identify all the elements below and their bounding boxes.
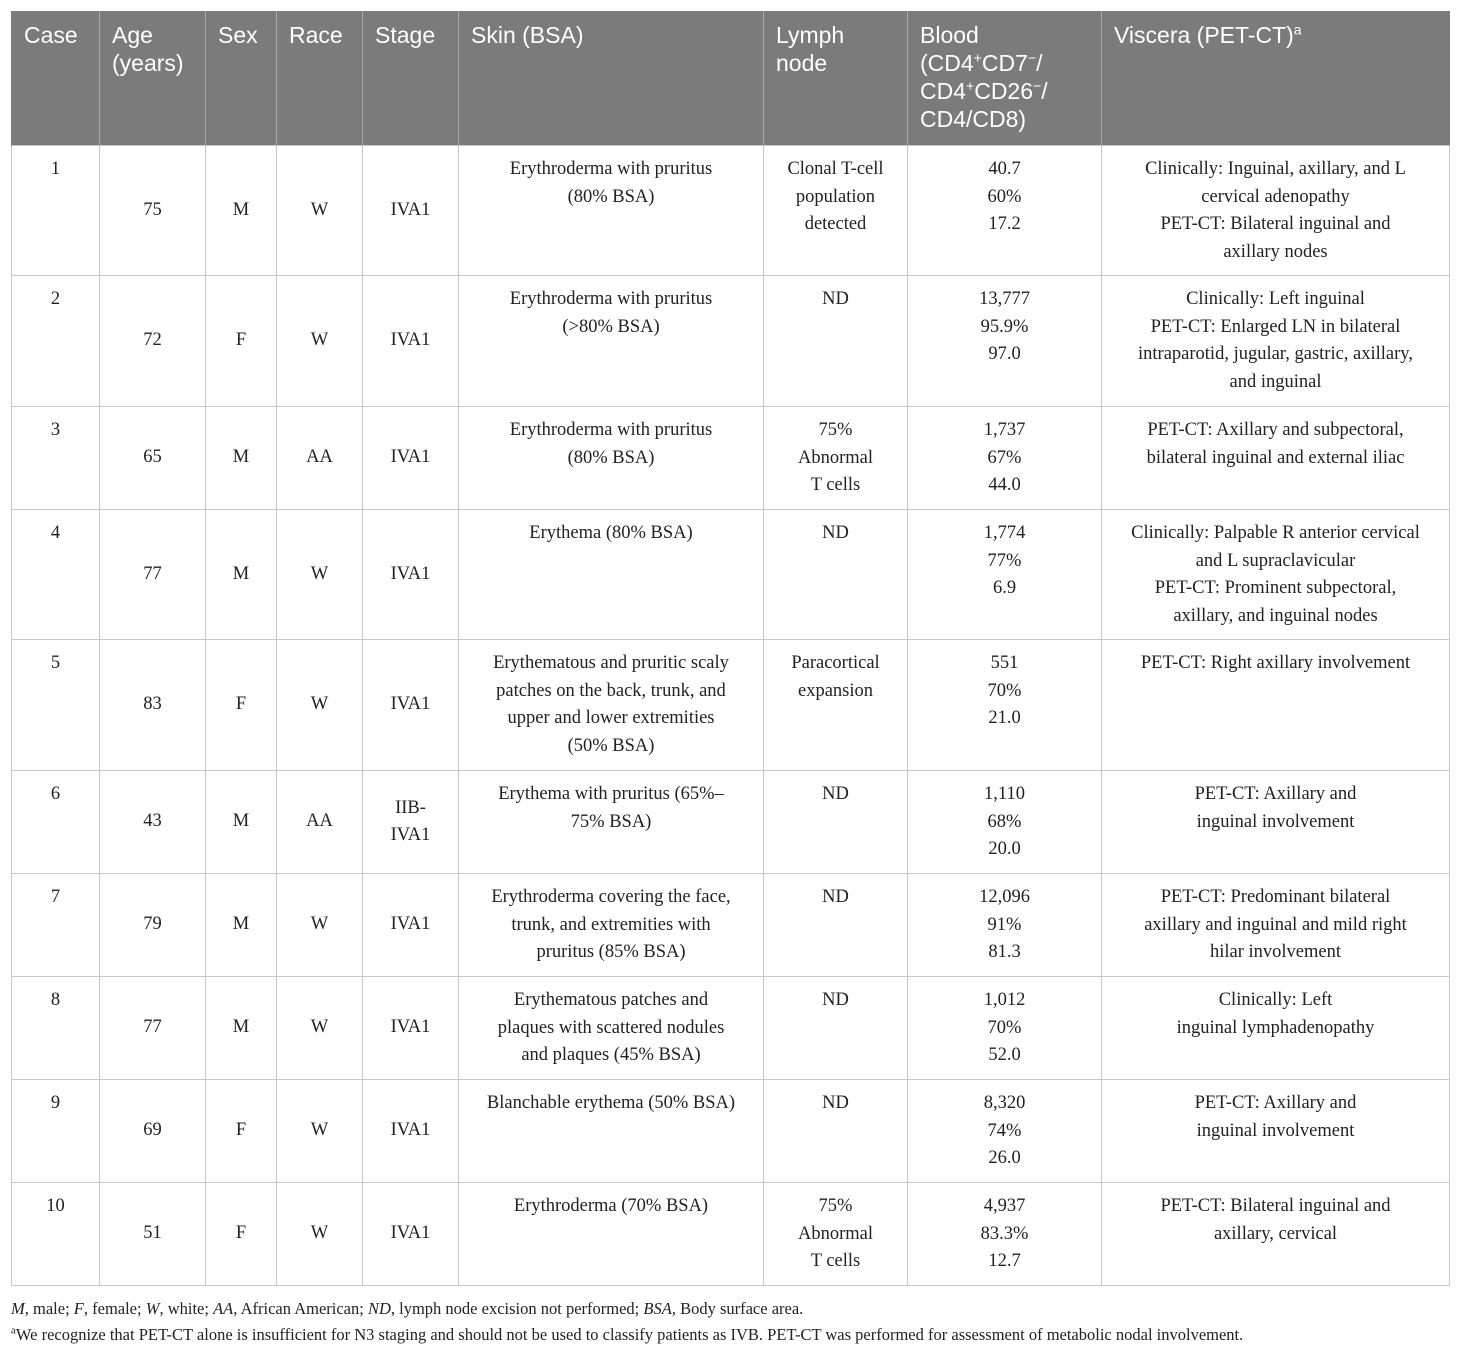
abbrev-term: W — [145, 1299, 160, 1318]
cell-line: plaques with scattered nodules — [497, 1017, 725, 1038]
cell-line: IVA1 — [390, 199, 431, 220]
cell-skin — [459, 977, 764, 1080]
table-row — [12, 510, 1450, 640]
header-blood-line3: CD4+CD26−/ — [920, 77, 1048, 104]
cell-viscera — [1102, 407, 1450, 510]
header-age-line2: (years) — [112, 50, 184, 76]
cell-line: 52.0 — [988, 1045, 1021, 1065]
cell-skin — [459, 276, 764, 407]
cell-case: 9 — [12, 1080, 100, 1183]
table-row — [12, 874, 1450, 977]
cell-line: inguinal lymphadenopathy — [1176, 1017, 1375, 1038]
cell-line: detected — [804, 214, 867, 234]
table-row — [12, 276, 1450, 407]
cell-viscera — [1102, 640, 1450, 771]
cell-line: Erythematous and pruritic scaly — [493, 653, 729, 673]
cell-line: ND — [822, 1093, 849, 1113]
cell-sex: M — [206, 771, 277, 874]
abbreviation-footnote — [11, 1296, 1451, 1322]
cell-line: 81.3 — [988, 942, 1021, 962]
cell-line: inguinal involvement — [1196, 1120, 1355, 1141]
header-lymph-line1: Lymph — [776, 22, 845, 48]
cell-skin — [459, 771, 764, 874]
cell-line: expansion — [797, 680, 873, 701]
cell-line: 44.0 — [988, 475, 1021, 495]
cell-line: (80% BSA) — [567, 447, 655, 468]
cell-stage — [363, 771, 459, 874]
cell-skin — [459, 1080, 764, 1183]
cell-blood — [908, 640, 1102, 771]
cell-viscera — [1102, 1080, 1450, 1183]
table-row — [12, 977, 1450, 1080]
cell-line: 1,774 — [983, 523, 1026, 543]
cell-lymph-node — [764, 1183, 908, 1286]
header-race: Race — [277, 11, 363, 146]
cell-age: 51 — [100, 1183, 206, 1286]
cell-line: 17.2 — [988, 214, 1021, 234]
table-note — [11, 1322, 1451, 1348]
cell-skin — [459, 1183, 764, 1286]
cell-line: Clinically: Palpable R anterior cervical — [1131, 523, 1420, 543]
cell-line: 40.7 — [988, 159, 1021, 179]
cell-line: IVA1 — [390, 825, 431, 845]
table-body — [12, 146, 1450, 1286]
cell-skin — [459, 510, 764, 640]
cell-stage — [363, 874, 459, 977]
cell-line: and L supraclavicular — [1195, 550, 1356, 571]
cell-line: ND — [822, 289, 849, 309]
cell-race: W — [277, 1080, 363, 1183]
table-note-marker: a — [11, 1324, 16, 1337]
cell-line: pruritus (85% BSA) — [536, 942, 686, 962]
cell-viscera — [1102, 510, 1450, 640]
cell-age: 72 — [100, 276, 206, 407]
cell-line: Blanchable erythema (50% BSA) — [486, 1093, 736, 1113]
cell-line: hilar involvement — [1209, 942, 1341, 962]
cell-line: IVA1 — [390, 1017, 431, 1038]
table-row — [12, 1183, 1450, 1286]
cell-viscera — [1102, 771, 1450, 874]
cell-line: IVA1 — [390, 1223, 431, 1244]
cell-lymph-node — [764, 1080, 908, 1183]
header-skin: Skin (BSA) — [459, 11, 764, 146]
cell-line: Clinically: Left inguinal — [1186, 289, 1365, 309]
cell-case: 2 — [12, 276, 100, 407]
cell-race: W — [277, 276, 363, 407]
cell-line: (80% BSA) — [567, 186, 655, 207]
cell-race: W — [277, 640, 363, 771]
cell-line: axillary, cervical — [1213, 1223, 1338, 1244]
cell-blood — [908, 771, 1102, 874]
cell-line: trunk, and extremities with — [511, 914, 711, 935]
table-container — [11, 11, 1449, 1286]
cell-race: W — [277, 1183, 363, 1286]
cell-line: PET-CT: Axillary and — [1194, 784, 1357, 804]
cell-sex: F — [206, 640, 277, 771]
cell-line: bilateral inguinal and external iliac — [1146, 447, 1405, 468]
cell-viscera — [1102, 146, 1450, 276]
cell-line: ND — [822, 887, 849, 907]
cell-lymph-node — [764, 977, 908, 1080]
cell-line: 1,110 — [984, 784, 1025, 804]
cell-line: 75% BSA) — [570, 811, 652, 832]
cell-line: IVA1 — [390, 447, 431, 468]
cell-stage — [363, 1080, 459, 1183]
cell-line: PET-CT: Enlarged LN in bilateral — [1150, 316, 1401, 337]
table-row — [12, 771, 1450, 874]
cell-race: AA — [277, 771, 363, 874]
cell-stage — [363, 407, 459, 510]
abbrev-term: M — [11, 1299, 25, 1318]
cell-sex: F — [206, 1080, 277, 1183]
cell-line: 74% — [987, 1120, 1022, 1141]
abbrev-term: BSA — [643, 1299, 672, 1318]
cell-blood — [908, 510, 1102, 640]
table-row — [12, 1080, 1450, 1183]
cell-line: 67% — [987, 447, 1022, 468]
header-case: Case — [12, 11, 100, 146]
cell-line: cervical adenopathy — [1201, 186, 1350, 207]
cell-line: PET-CT: Predominant bilateral — [1160, 887, 1391, 907]
patient-characteristics-table — [11, 11, 1450, 1286]
cell-skin — [459, 407, 764, 510]
header-age-line1: Age — [112, 22, 153, 48]
cell-case: 1 — [12, 146, 100, 276]
cell-stage — [363, 510, 459, 640]
cell-line: PET-CT: Axillary and subpectoral, — [1147, 420, 1404, 440]
cell-line: ND — [822, 784, 849, 804]
abbrev-term: ND — [367, 1299, 391, 1318]
cell-line: 4,937 — [983, 1196, 1026, 1216]
cell-case: 8 — [12, 977, 100, 1080]
cell-line: ND — [822, 990, 849, 1010]
table-note-text: We recognize that PET-CT alone is insufficient for N3 staging and should not be used to classify patients as IVB. PET-CT was performed for assessment of metabolic nodal involvement. — [15, 1325, 1244, 1344]
cell-race: W — [277, 146, 363, 276]
header-sex: Sex — [206, 11, 277, 146]
cell-case: 6 — [12, 771, 100, 874]
table-row — [12, 407, 1450, 510]
cell-age: 75 — [100, 146, 206, 276]
cell-line: 551 — [990, 653, 1019, 673]
cell-line: Erythema with pruritus (65%– — [498, 784, 724, 804]
cell-line: 70% — [987, 1017, 1022, 1038]
cell-sex: M — [206, 977, 277, 1080]
cell-line: Clonal T-cell — [787, 159, 884, 179]
cell-line: 97.0 — [988, 344, 1021, 364]
cell-line: IVA1 — [390, 563, 431, 584]
cell-age: 77 — [100, 510, 206, 640]
cell-line: Erythroderma with pruritus — [509, 420, 713, 440]
cell-skin — [459, 874, 764, 977]
cell-blood — [908, 146, 1102, 276]
abbrev-definition: , lymph node excision not performed; — [390, 1299, 644, 1318]
cell-line: 1,737 — [983, 420, 1026, 440]
cell-line: Erythroderma covering the face, — [491, 887, 731, 907]
cell-blood — [908, 276, 1102, 407]
cell-viscera — [1102, 1183, 1450, 1286]
cell-blood — [908, 1080, 1102, 1183]
cell-line: (50% BSA) — [567, 735, 655, 756]
footnotes — [11, 1296, 1451, 1348]
cell-line: (>80% BSA) — [562, 316, 660, 337]
cell-lymph-node — [764, 407, 908, 510]
cell-line: inguinal involvement — [1196, 811, 1355, 832]
cell-viscera — [1102, 977, 1450, 1080]
cell-line: 60% — [987, 186, 1022, 207]
cell-age: 69 — [100, 1080, 206, 1183]
cell-lymph-node — [764, 771, 908, 874]
cell-lymph-node — [764, 510, 908, 640]
header-stage: Stage — [363, 11, 459, 146]
cell-line: T cells — [810, 475, 861, 495]
cell-stage — [363, 276, 459, 407]
cell-line: 91% — [987, 914, 1022, 935]
cell-race: W — [277, 874, 363, 977]
cell-stage — [363, 1183, 459, 1286]
cell-lymph-node — [764, 874, 908, 977]
header-blood-line4: CD4/CD8) — [920, 106, 1027, 132]
cell-line: 12,096 — [979, 887, 1030, 907]
cell-line: upper and lower extremities — [507, 708, 715, 728]
cell-sex: M — [206, 510, 277, 640]
abbrev-definition: , male; — [24, 1299, 74, 1318]
header-age — [100, 11, 206, 146]
header-blood-line2: (CD4+CD7−/ — [920, 49, 1043, 76]
abbrev-definition: , African American; — [233, 1299, 368, 1318]
cell-line: IVA1 — [390, 694, 431, 715]
cell-skin — [459, 640, 764, 771]
cell-line: population — [795, 186, 876, 207]
cell-blood — [908, 977, 1102, 1080]
cell-line: 95.9% — [980, 316, 1029, 337]
cell-case: 7 — [12, 874, 100, 977]
cell-stage — [363, 977, 459, 1080]
cell-blood — [908, 407, 1102, 510]
cell-blood — [908, 1183, 1102, 1286]
cell-line: patches on the back, trunk, and — [496, 680, 726, 701]
cell-line: 13,777 — [979, 289, 1030, 309]
cell-line: PET-CT: Axillary and — [1194, 1093, 1357, 1113]
cell-case: 3 — [12, 407, 100, 510]
header-blood-line1: Blood — [920, 22, 979, 48]
cell-line: axillary nodes — [1223, 241, 1328, 262]
cell-line: Erythematous patches and — [513, 990, 709, 1010]
cell-age: 79 — [100, 874, 206, 977]
cell-race: W — [277, 510, 363, 640]
abbrev-definition: , Body surface area. — [671, 1299, 804, 1318]
cell-line: IVA1 — [390, 330, 431, 351]
cell-viscera — [1102, 276, 1450, 407]
cell-age: 83 — [100, 640, 206, 771]
cell-line: Paracortical — [791, 653, 880, 673]
cell-line: Erythroderma with pruritus — [509, 159, 713, 179]
header-viscera-footnote-marker: a — [1293, 21, 1302, 38]
cell-line: PET-CT: Bilateral inguinal and — [1160, 214, 1391, 234]
cell-sex: M — [206, 874, 277, 977]
cell-line: Clinically: Inguinal, axillary, and L — [1145, 159, 1406, 179]
table-row — [12, 146, 1450, 276]
cell-line: IVA1 — [390, 1120, 431, 1141]
cell-blood — [908, 874, 1102, 977]
cell-line: ND — [822, 523, 849, 543]
abbrev-definition: , female; — [83, 1299, 146, 1318]
cell-age: 77 — [100, 977, 206, 1080]
cell-sex: M — [206, 146, 277, 276]
cell-race: AA — [277, 407, 363, 510]
header-lymph-line2: node — [776, 50, 828, 76]
cell-line: Abnormal — [797, 447, 873, 468]
cell-line: 75% — [818, 1196, 853, 1216]
cell-lymph-node — [764, 276, 908, 407]
cell-age: 43 — [100, 771, 206, 874]
cell-lymph-node — [764, 640, 908, 771]
cell-line: 68% — [987, 811, 1022, 832]
cell-case: 10 — [12, 1183, 100, 1286]
cell-race: W — [277, 977, 363, 1080]
cell-line: Clinically: Left — [1218, 990, 1333, 1010]
cell-sex: F — [206, 1183, 277, 1286]
cell-stage — [363, 146, 459, 276]
cell-line: 8,320 — [983, 1093, 1026, 1113]
cell-lymph-node — [764, 146, 908, 276]
cell-line: 1,012 — [983, 990, 1026, 1010]
cell-line: 21.0 — [988, 708, 1021, 728]
cell-case: 5 — [12, 640, 100, 771]
header-viscera: Viscera $(PET-CT)^a$ — [1102, 11, 1450, 146]
cell-line: 20.0 — [988, 839, 1021, 859]
cell-line: Erythema (80% BSA) — [529, 523, 693, 543]
cell-line: 12.7 — [988, 1251, 1021, 1271]
cell-line: intraparotid, jugular, gastric, axillary, — [1138, 344, 1413, 364]
header-blood — [908, 11, 1102, 146]
cell-line: and inguinal — [1229, 371, 1322, 392]
cell-line: 75% — [818, 420, 853, 440]
cell-line: Abnormal — [797, 1223, 873, 1244]
cell-sex: F — [206, 276, 277, 407]
cell-stage — [363, 640, 459, 771]
cell-age: 65 — [100, 407, 206, 510]
cell-case: 4 — [12, 510, 100, 640]
cell-line: IIB- — [395, 797, 426, 818]
cell-line: Erythroderma with pruritus — [509, 289, 713, 309]
cell-line: 77% — [987, 550, 1022, 571]
cell-line: 6.9 — [992, 578, 1017, 598]
cell-line: T cells — [810, 1251, 861, 1271]
cell-line: and plaques (45% BSA) — [521, 1045, 701, 1065]
cell-line: axillary, and inguinal nodes — [1173, 605, 1378, 626]
header-row — [12, 11, 1450, 146]
cell-line: PET-CT: Prominent subpectoral, — [1154, 578, 1397, 598]
abbrev-term: AA — [213, 1299, 234, 1318]
cell-line: 26.0 — [988, 1148, 1021, 1168]
abbrev-definition: , white; — [159, 1299, 214, 1318]
cell-line: PET-CT: Right axillary involvement — [1140, 653, 1411, 673]
cell-sex: M — [206, 407, 277, 510]
cell-line: IVA1 — [390, 914, 431, 935]
cell-viscera — [1102, 874, 1450, 977]
cell-line: Erythroderma (70% BSA) — [513, 1196, 709, 1216]
cell-skin — [459, 146, 764, 276]
abbrev-term: F — [73, 1299, 84, 1318]
header-lymph-node — [764, 11, 908, 146]
cell-line: axillary and inguinal and mild right — [1144, 914, 1407, 935]
cell-line: 83.3% — [980, 1223, 1029, 1244]
table-row — [12, 640, 1450, 771]
cell-line: 70% — [987, 680, 1022, 701]
cell-line: PET-CT: Bilateral inguinal and — [1160, 1196, 1391, 1216]
